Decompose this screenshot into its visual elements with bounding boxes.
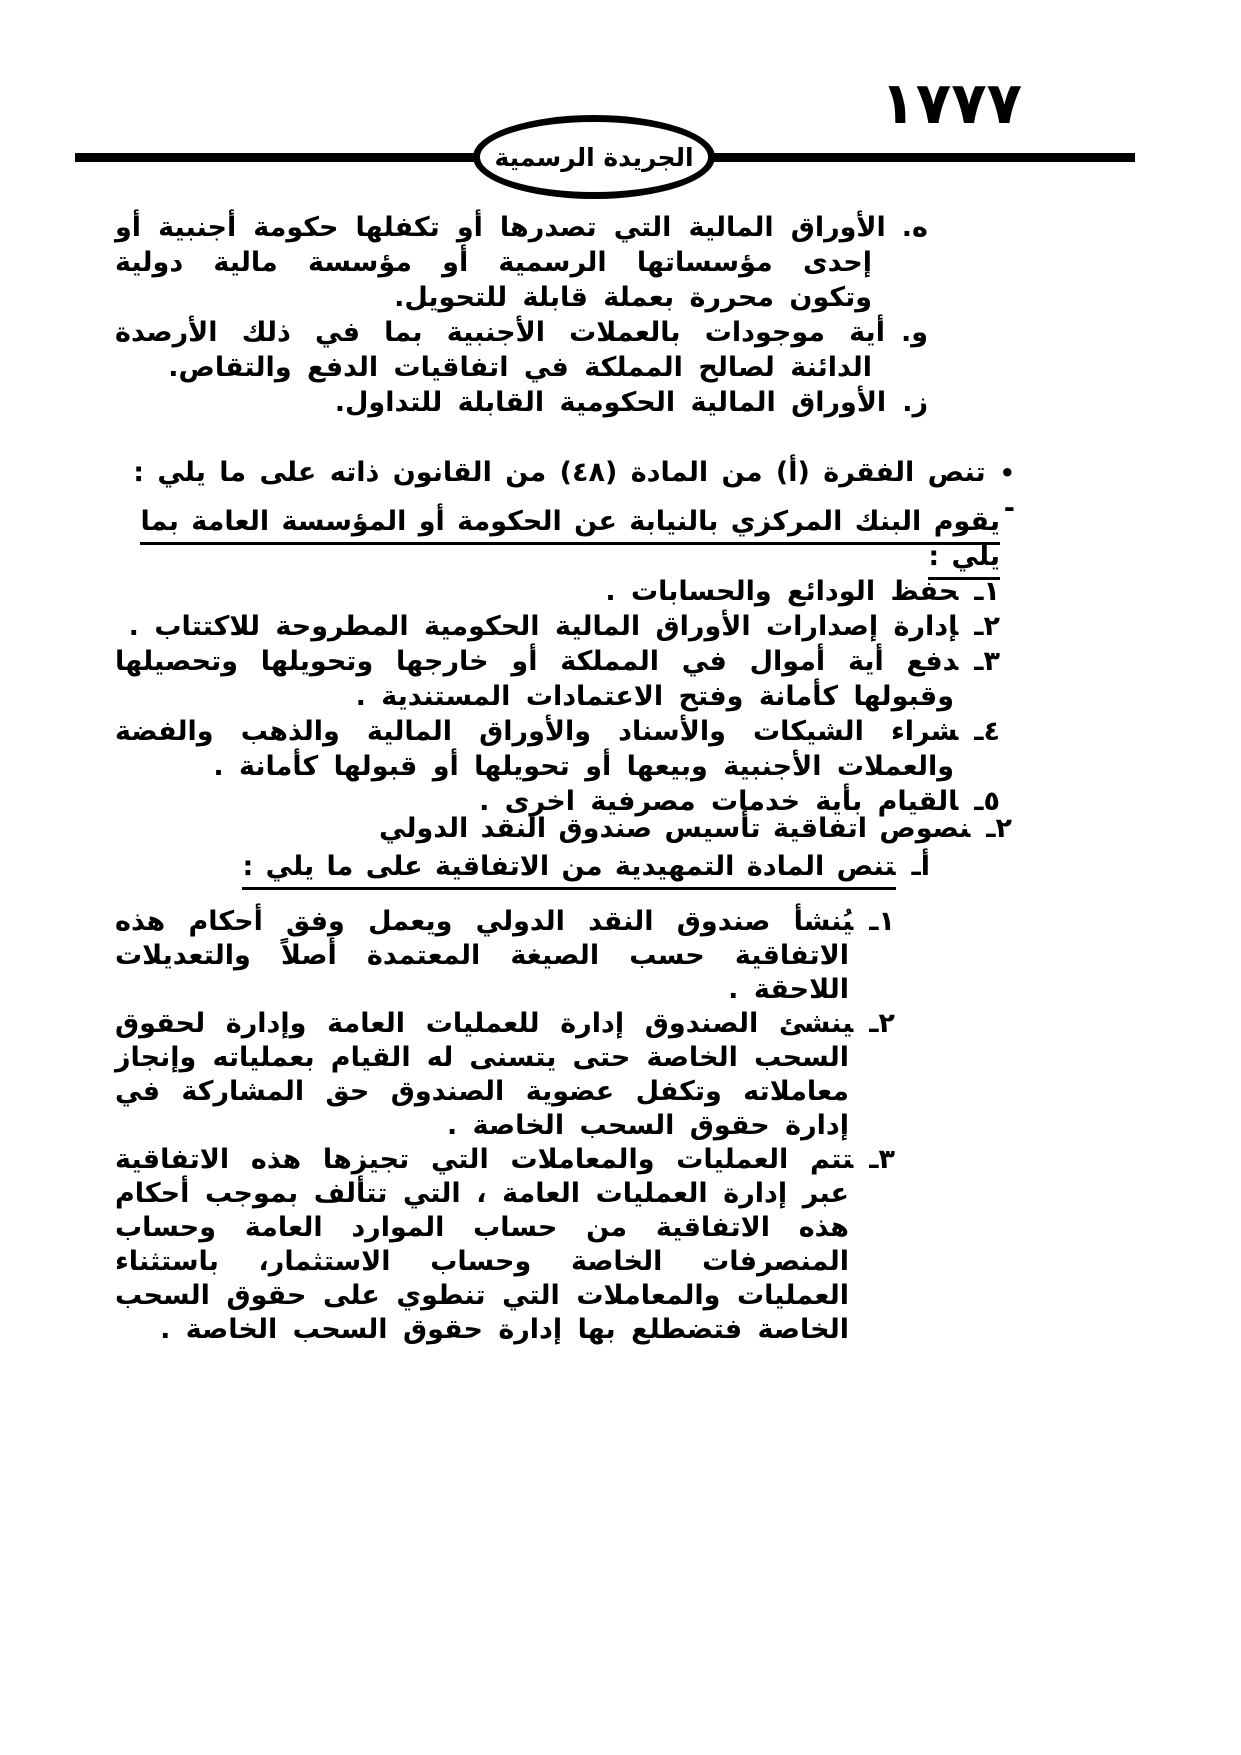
bullet-icon: • bbox=[999, 459, 1015, 487]
item-marker: ١ـ bbox=[869, 906, 895, 937]
list-item bbox=[115, 1007, 895, 1143]
list-item bbox=[115, 315, 928, 385]
item-text: ينشئ الصندوق إدارة للعمليات العامة وإدارة لحقوق السحب الخاصة حتى يتسنى له القيام بعملياته وإنجاز معاملاته وتكفل عضوية الصندوق حق المشاركة في إدارة حقوق السحب الخاصة . bbox=[115, 1008, 854, 1141]
list-item bbox=[115, 210, 928, 315]
item-marker: ه. bbox=[901, 212, 928, 243]
item-text: الأوراق المالية التي تصدرها أو تكفلها حكومة أجنبية أو إحدى مؤسساتها الرسمية أو مؤسسة مالية دولية وتكون محررة بعملة قابلة للتحويل. bbox=[115, 212, 886, 313]
item-text: الأوراق المالية الحكومية القابلة للتداول. bbox=[334, 387, 887, 418]
item-marker: ٣ـ bbox=[974, 646, 1000, 677]
article-48-quote bbox=[115, 504, 1000, 819]
item-text: حفظ الودائع والحسابات . bbox=[605, 576, 959, 607]
subsection-marker: أـ bbox=[911, 851, 930, 882]
page-number: ١٧٧٧ bbox=[880, 69, 1022, 137]
item-marker: ٣ـ bbox=[869, 1144, 895, 1175]
imf-articles-list bbox=[115, 905, 895, 1347]
item-marker: ١ـ bbox=[974, 576, 1000, 607]
gazette-seal-icon bbox=[473, 115, 715, 199]
item-marker: ٢ـ bbox=[974, 611, 1000, 642]
item-marker: ٤ـ bbox=[974, 716, 1000, 747]
item-text: تتم العمليات والمعاملات التي تجيزها هذه الاتفاقية عبر إدارة العمليات العامة ، التي تتألف بموجب أحكام هذه الاتفاقية من حساب الموارد العامة وحساب المنصرفات الخاصة وحساب الاستثمار، باستثناء العمليات والمعاملات التي تنطوي على حقوق السحب الخاصة فتضطلع بها إدارة حقوق السحب الخاصة . bbox=[115, 1144, 854, 1345]
lettered-items-list bbox=[115, 210, 928, 420]
item-marker: ز. bbox=[902, 387, 928, 418]
item-text: أية موجودات بالعملات الأجنبية بما في ذلك الأرصدة الدائنة لصالح المملكة في اتفاقيات الدفع والتقاص. bbox=[115, 317, 885, 383]
item-text: شراء الشيكات والأسناد والأوراق المالية والذهب والفضة والعملات الأجنبية وبيعها أو تحويلها أو قبولها كأمانة . bbox=[115, 716, 959, 782]
item-text: يُنشأ صندوق النقد الدولي ويعمل وفق أحكام هذه الاتفاقية حسب الصيغة المعتمدة أصلاً والتعديلات اللاحقة . bbox=[115, 906, 854, 1005]
item-text: القيام بأية خدمات مصرفية اخرى . bbox=[479, 786, 959, 817]
section-2-heading bbox=[115, 811, 1012, 846]
quote-heading bbox=[115, 504, 1000, 574]
list-item bbox=[115, 385, 928, 420]
item-marker: و. bbox=[900, 317, 928, 348]
list-item bbox=[115, 644, 1000, 714]
section-marker: ٢ـ bbox=[986, 813, 1012, 844]
section-title: نصوص اتفاقية تأسيس صندوق النقد الدولي bbox=[379, 813, 971, 844]
item-text: دفع أية أموال في المملكة أو خارجها وتحويلها وتحصيلها وقبولها كأمانة وفتح الاعتمادات المستندية . bbox=[115, 646, 959, 712]
list-item bbox=[115, 905, 895, 1007]
quote-heading-text: يقوم البنك المركزي بالنيابة عن الحكومة أو المؤسسة العامة بما يلي : bbox=[140, 506, 1000, 580]
list-item bbox=[115, 609, 1000, 644]
item-marker: ٥ـ bbox=[974, 786, 1000, 817]
item-marker: ٢ـ bbox=[869, 1008, 895, 1039]
gazette-name: الجريدة الرسمية bbox=[494, 142, 694, 172]
list-item bbox=[115, 714, 1000, 784]
subsection-heading-text: تنص المادة التمهيدية من الاتفاقية على ما يلي : bbox=[242, 851, 895, 890]
list-item bbox=[115, 1143, 895, 1347]
bullet-text: تنص الفقرة (أ) من المادة (٤٨) من القانون ذاته على ما يلي : - bbox=[133, 457, 1015, 524]
list-item bbox=[115, 574, 1000, 609]
section-2a-subheading bbox=[115, 849, 930, 884]
item-text: إدارة إصدارات الأوراق المالية الحكومية المطروحة للاكتتاب . bbox=[128, 611, 959, 642]
